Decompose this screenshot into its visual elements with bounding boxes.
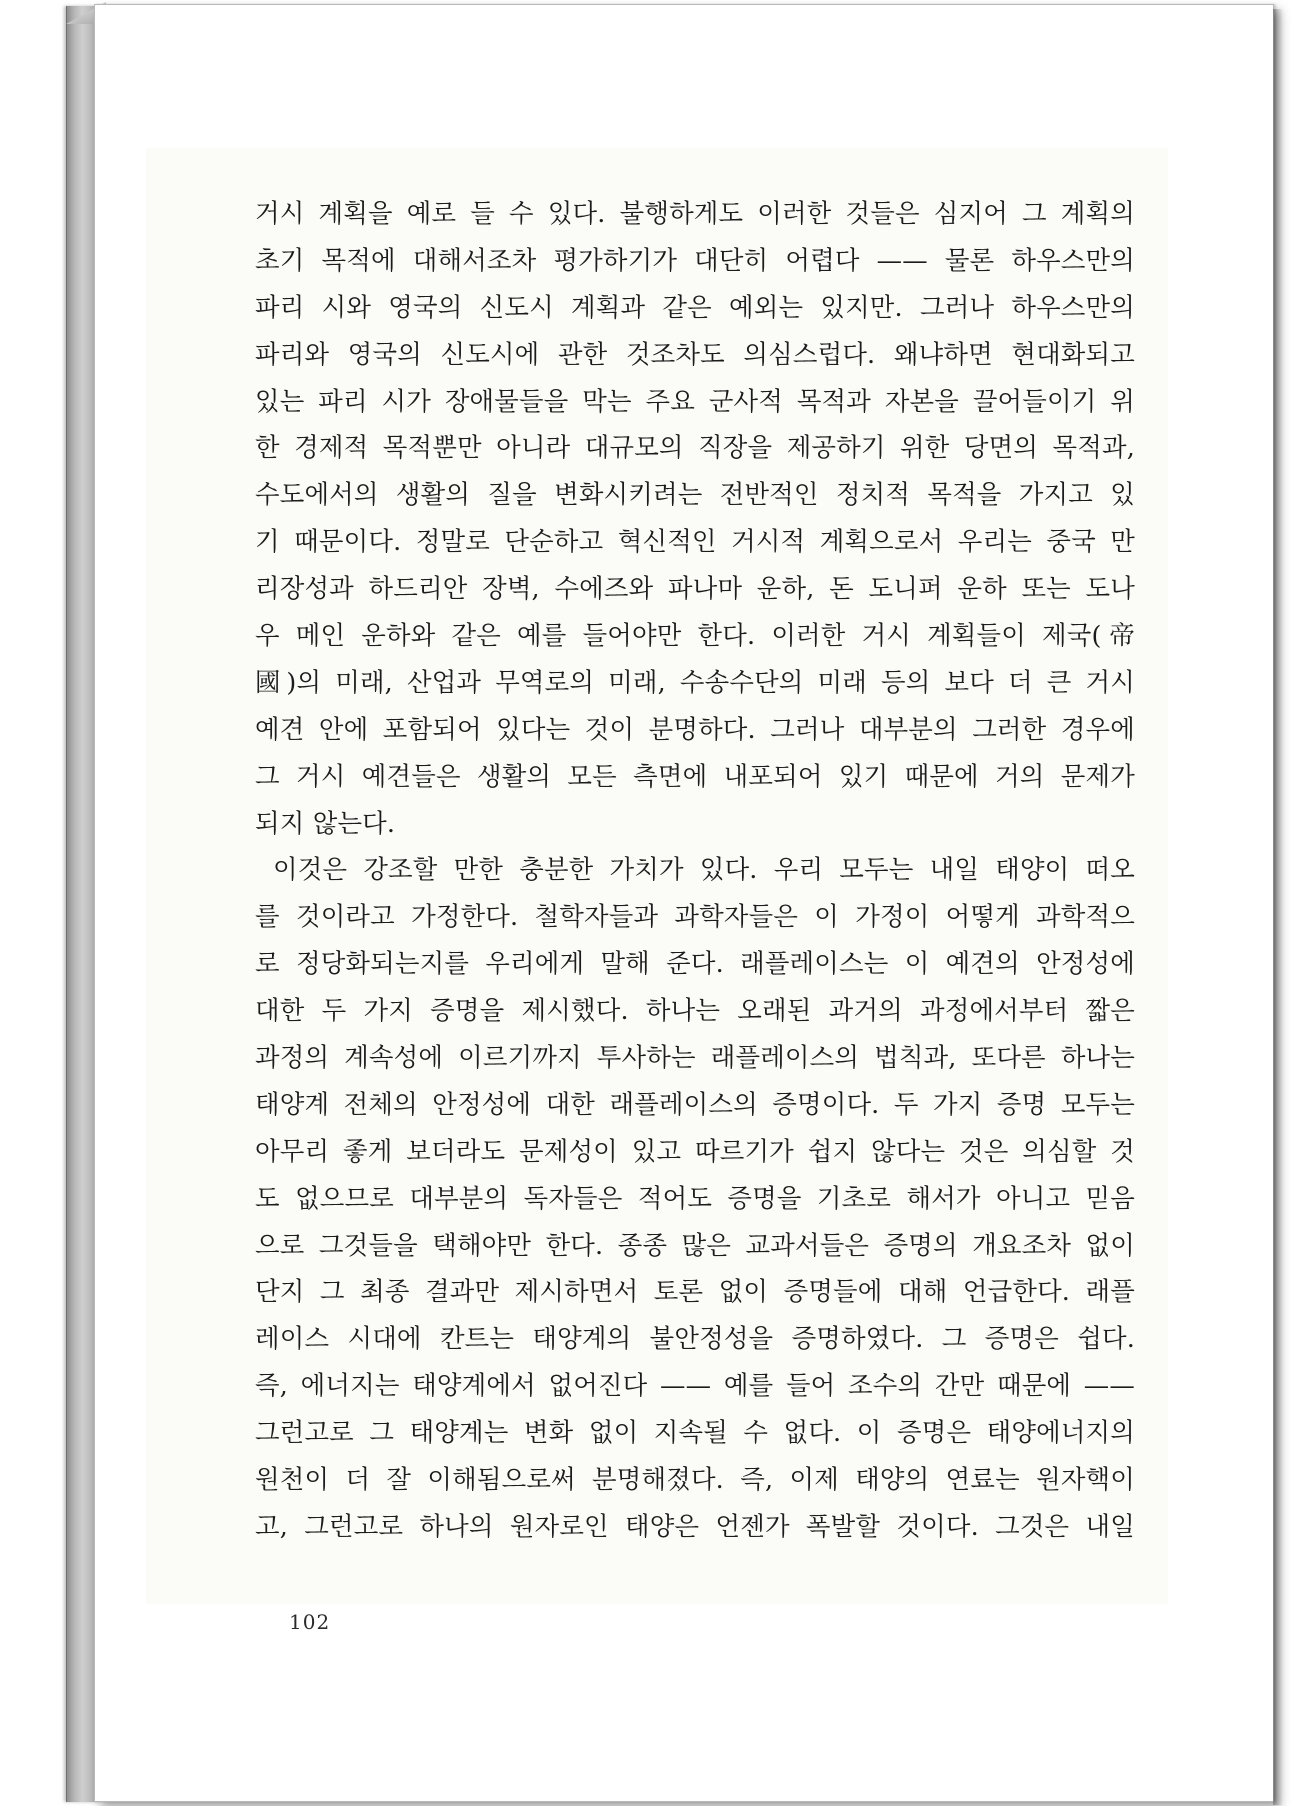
text-line: 國)의 미래, 산업과 무역로의 미래, 수송수단의 미래 등의 보다 더 큰 거시 [255, 666, 1135, 697]
page-number: 102 [289, 1610, 331, 1634]
text-line: 우 메인 운하와 같은 예를 들어야만 한다. 이러한 거시 계획들이 제국(帝 [255, 620, 1135, 651]
text-line: 한 경제적 목적뿐만 아니라 대규모의 직장을 제공하기 위한 당면의 목적과, [255, 432, 1135, 463]
text-line: 있는 파리 시가 장애물들을 막는 주요 군사적 목적과 자본을 끌어들이기 위 [255, 385, 1135, 416]
text-line: 이것은 강조할 만한 충분한 가치가 있다. 우리 모두는 내일 태양이 떠오 [273, 854, 1135, 885]
text-line: 아무리 좋게 보더라도 문제성이 있고 따르기가 쉽지 않다는 것은 의심할 것 [255, 1135, 1135, 1166]
text-line: 파리와 영국의 신도시에 관한 것조차도 의심스럽다. 왜냐하면 현대화되고 [255, 338, 1135, 369]
text-line: 수도에서의 생활의 질을 변화시키려는 전반적인 정치적 목적을 가지고 있 [255, 479, 1135, 510]
text-line: 태양계 전체의 안정성에 대한 래플레이스의 증명이다. 두 가지 증명 모두는 [255, 1088, 1135, 1119]
text-line: 기 때문이다. 정말로 단순하고 혁신적인 거시적 계획으로서 우리는 중국 만 [255, 526, 1135, 557]
text-line: 레이스 시대에 칸트는 태양계의 불안정성을 증명하였다. 그 증명은 쉽다. [255, 1323, 1135, 1354]
text-line: 리장성과 하드리안 장벽, 수에즈와 파나마 운하, 돈 도니퍼 운하 또는 도나 [255, 573, 1135, 604]
text-line: 대한 두 가지 증명을 제시했다. 하나는 오래된 과거의 과정에서부터 짧은 [255, 995, 1135, 1026]
text-line: 도 없으므로 대부분의 독자들은 적어도 증명을 기초로 해서가 아니고 믿음 [255, 1182, 1135, 1213]
text-line: 파리 시와 영국의 신도시 계획과 같은 예외는 있지만. 그러나 하우스만의 [255, 291, 1135, 322]
text-line: 예견 안에 포함되어 있다는 것이 분명하다. 그러나 대부분의 그러한 경우에 [255, 713, 1135, 744]
body-text [255, 190, 1135, 1550]
text-line: 단지 그 최종 결과만 제시하면서 토론 없이 증명들에 대해 언급한다. 래플 [255, 1276, 1135, 1307]
text-line: 즉, 에너지는 태양계에서 없어진다 —— 예를 들어 조수의 간만 때문에 —— [255, 1370, 1135, 1401]
page-shadow [1273, 9, 1283, 1805]
text-line: 그 거시 예견들은 생활의 모든 측면에 내포되어 있기 때문에 거의 문제가 [255, 760, 1135, 791]
text-line: 과정의 계속성에 이르기까지 투사하는 래플레이스의 법칙과, 또다른 하나는 [255, 1042, 1135, 1073]
text-line: 그런고로 그 태양계는 변화 없이 지속될 수 없다. 이 증명은 태양에너지의 [255, 1417, 1135, 1448]
text-line: 되지 않는다. [255, 807, 396, 838]
text-line: 으로 그것들을 택해야만 한다. 종종 많은 교과서들은 증명의 개요조차 없이 [255, 1229, 1135, 1260]
text-line: 고, 그런고로 하나의 원자로인 태양은 언젠가 폭발할 것이다. 그것은 내일 [255, 1510, 1135, 1541]
text-line: 로 정당화되는지를 우리에게 말해 준다. 래플레이스는 이 예견의 안정성에 [255, 948, 1135, 979]
text-line: 초기 목적에 대해서조차 평가하기가 대단히 어렵다 —— 물론 하우스만의 [255, 244, 1135, 275]
text-line: 를 것이라고 가정한다. 철학자들과 과학자들은 이 가정이 어떻게 과학적으 [255, 901, 1135, 932]
text-line: 거시 계획을 예로 들 수 있다. 불행하게도 이러한 것들은 심지어 그 계획의 [255, 198, 1135, 228]
text-line: 원천이 더 잘 이해됨으로써 분명해졌다. 즉, 이제 태양의 연료는 원자핵이 [255, 1464, 1135, 1495]
